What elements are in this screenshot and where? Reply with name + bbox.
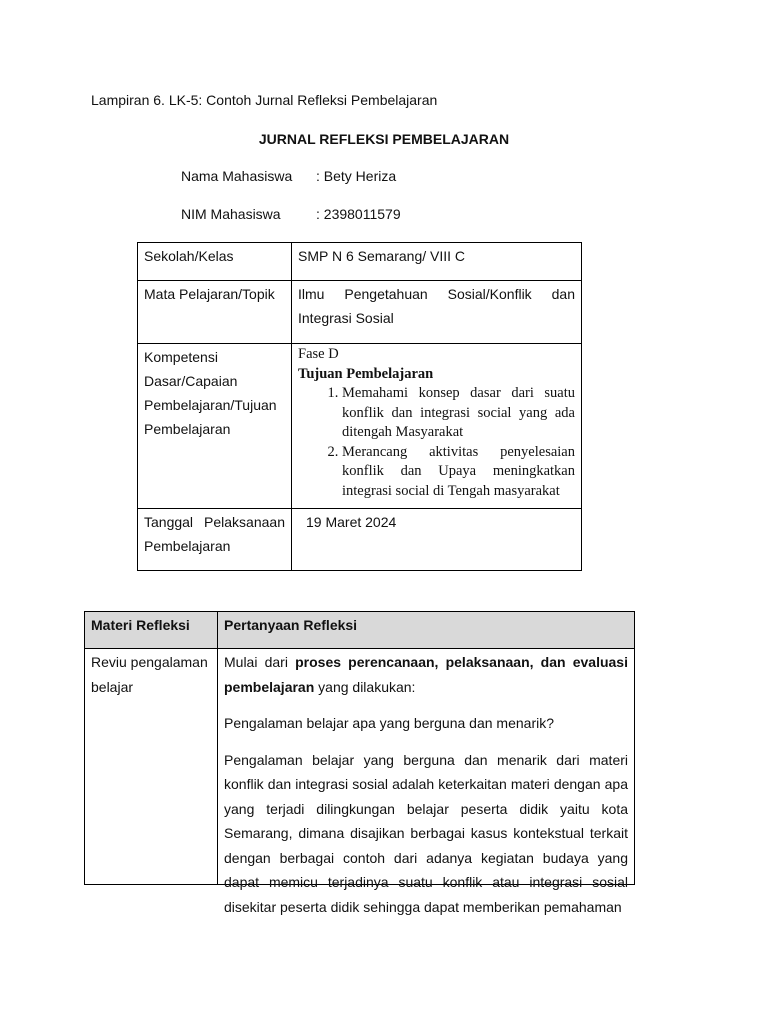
student-name-value: : Bety Heriza [316,168,397,184]
date-value-text: 19 Maret 2024 [306,514,397,530]
subject-value-line-2: Integrasi Sosial [298,310,394,326]
subject-value-cell [292,281,582,344]
reflection-intro-bold: proses perencanaan, pelaksanaan, dan evaluasi pembelajaran [224,654,628,695]
date-label-line-2: Pembelajaran [144,538,231,554]
school-label: Sekolah/Kelas [138,243,292,281]
reflection-table [84,611,635,915]
reflection-intro-post: yang dilakukan: [314,678,416,695]
info-table [137,242,582,571]
reflection-row [85,649,635,885]
student-nim-value: : 2398011579 [316,206,401,222]
date-label [138,509,292,571]
goal-item: 1. Memahami konsep dasar dari suatu konflik dan integrasi social yang ada ditengah Masyarakat [342,384,575,443]
student-name-row [181,168,396,184]
student-nim-row [181,206,401,222]
competency-label-line-2: Dasar/Capaian [144,373,238,389]
info-row-date [138,509,582,571]
phase-text: Fase D [298,346,339,362]
reflection-row-label-line-1: Reviu pengalaman [91,654,208,670]
goals-heading: Tujuan Pembelajaran [298,365,434,382]
info-row-subject [138,281,582,344]
school-value: SMP N 6 Semarang/ VIII C [292,243,582,281]
reflection-intro [224,650,628,699]
reflection-content-clip [224,650,628,915]
competency-label-line-4: Pembelajaran [144,421,231,437]
reflection-col-header-material: Materi Refleksi [85,612,218,649]
goal-item: 2. Merancang aktivitas penyelesaian konflik dan Upaya meningkatkan integrasi social di Tengah masyarakat [342,443,575,502]
reflection-col-header-question: Pertanyaan Refleksi [218,612,635,649]
document-caption: Lampiran 6. LK-5: Contoh Jurnal Refleksi Pembelajaran [91,92,438,108]
reflection-intro-pre: Mulai dari [224,654,296,670]
info-row-competency [138,344,582,509]
reflection-row-content [218,649,635,915]
subject-label: Mata Pelajaran/Topik [138,281,292,344]
competency-value [292,344,582,509]
student-name-label: Nama Mahasiswa [181,168,293,184]
goals-list [298,384,575,501]
reflection-header-row [85,612,635,649]
competency-label [138,344,292,509]
student-nim-label: NIM Mahasiswa [181,206,281,222]
info-row-school [138,243,582,281]
reflection-row-label [85,649,218,885]
date-label-line-1: Tanggal Pelaksanaan [144,514,285,530]
date-value [292,509,582,571]
competency-label-line-3: Pembelajaran/Tujuan [144,397,277,413]
competency-label-line-1: Kompetensi [144,349,218,365]
document-title: JURNAL REFLEKSI PEMBELAJARAN [258,131,510,147]
subject-value-line-1: Ilmu Pengetahuan Sosial/Konflik dan [298,286,575,302]
reflection-question: Pengalaman belajar apa yang berguna dan menarik? [224,715,555,731]
reflection-answer: Pengalaman belajar yang berguna dan menarik dari materi konflik dan integrasi sosial adalah keterkaitan materi dengan apa yang terjadi dilingkungan belajar peserta didik yaitu kota Semarang, dimana disajikan berbagai kasus kontekstual terkait dengan berbagai contoh dari adanya kegiatan budaya yang dapat memicu terjadinya suatu konflik atau integrasi sosial disekitar peserta didik sehingga dapat memberikan pemahaman [224,751,628,915]
reflection-row-label-line-2: belajar [91,678,134,695]
